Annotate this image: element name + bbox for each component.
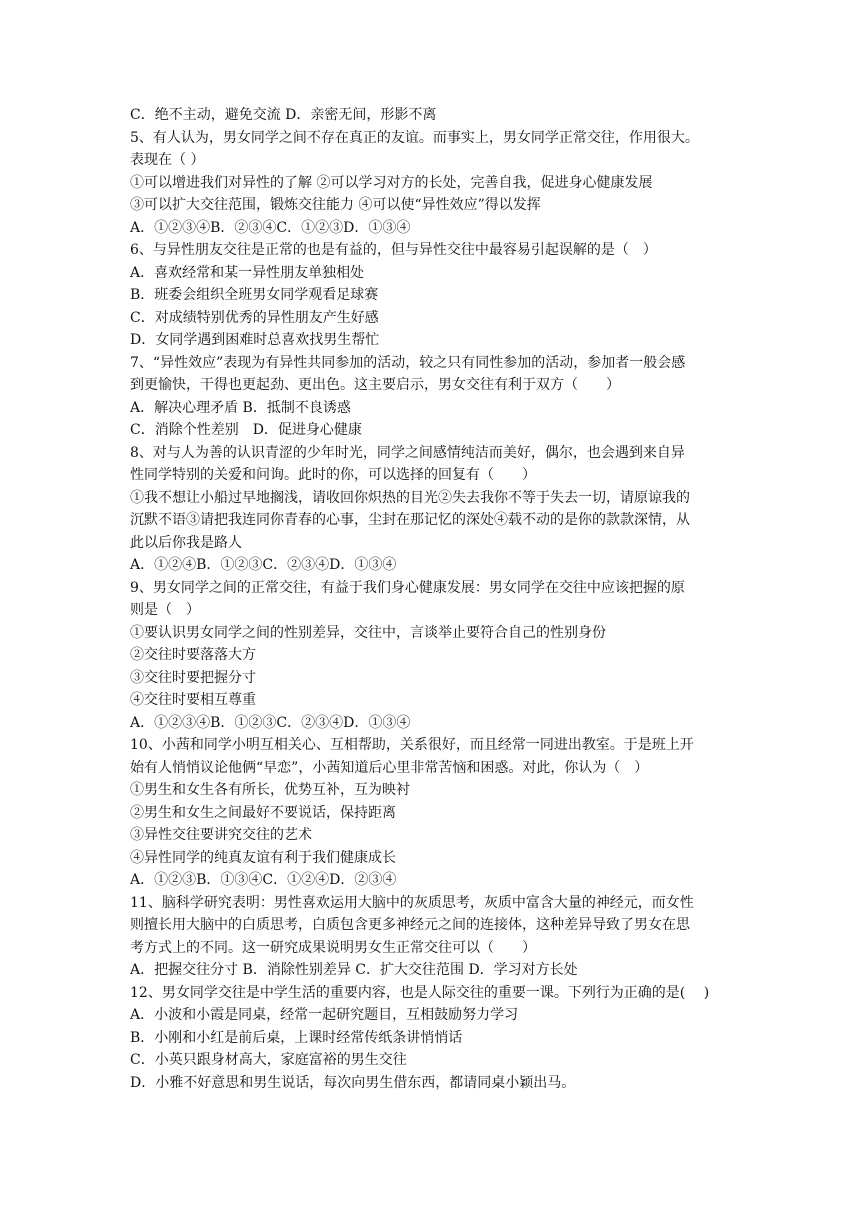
question-9-statement: ④交往时要相互尊重 [130,692,256,708]
question-8-statement: 此以后你我是路人 [130,534,242,551]
question-6-option-a: A．喜欢经常和某一异性朋友单独相处 [130,264,365,281]
question-9-stem-cont: 则是（ ） [130,602,200,618]
question-9-options: A．①②③④B．①②③C．②③④D．①③④ [130,714,411,731]
question-9-statement: ①要认识男女同学之间的性别差异，交往中，言谈举止要符合自己的性别身份 [130,624,606,641]
question-10-stem: 10、小茜和同学小明互相关心、互相帮助，关系很好，而且经常一同进出教室。于是班上开 [130,737,694,753]
question-10-options: A．①②③B．①③④C．①②④D．②③④ [130,872,397,888]
question-5-options: A．①②③④B．②③④C．①②③D．①③④ [130,219,411,236]
question-9-statement: ②交往时要落落大方 [130,647,256,663]
question-5-stem: 5、有人认为，男女同学之间不存在真正的友谊。而事实上，男女同学正常交往，作用很大。 [130,129,699,146]
question-6-option-d: D．女同学遇到困难时总喜欢找男生帮忙 [130,332,380,348]
question-11-stem-cont: 则擅长用大脑中的白质思考，白质包含更多神经元之间的连接体，这种差异导致了男女在思 [130,917,690,933]
question-9-statement: ③交往时要把握分寸 [130,669,256,686]
question-8-stem-cont: 性同学特别的关爱和问询。此时的你，可以选择的回复有（ ） [130,467,536,483]
question-5-statement: ①可以增进我们对异性的了解 ②可以学习对方的长处，完善自我，促进身心健康发展 [130,174,653,191]
question-12-stem: 12、男女同学交往是中学生活的重要内容，也是人际交往的重要一课。下列行为正确的是( ) [130,984,710,1001]
question-8-statement: ①我不想让小船过早地搁浅，请收回你炽热的目光②失去我你不等于失去一切，请原谅我的 [130,489,690,506]
question-5-stem-cont: 表现在（ ） [130,152,205,168]
question-9-stem: 9、男女同学之间的正常交往，有益于我们身心健康发展：男女同学在交往中应该把握的原 [130,579,685,596]
question-8-stem: 8、对与人为善的认识青涩的少年时光，同学之间感情纯洁而美好，偶尔，也会遇到来自异 [130,444,685,461]
question-10-statement: ③异性交往要讲究交往的艺术 [130,827,312,843]
question-7-stem: 7、“异性效应”表现为有异性共同参加的活动，较之只有同性参加的活动，参加者一般会感 [130,354,686,371]
question-5-statement: ③可以扩大交往范围，锻炼交往能力 ④可以使“异性效应”得以发挥 [130,197,541,213]
question-11-options: A．把握交往分寸 B．消除性别差异 C．扩大交往范围 D．学习对方长处 [130,962,578,978]
question-12-option-c: C．小英只跟身材高大，家庭富裕的男生交往 [130,1052,407,1068]
question-11-stem-cont: 考方式上的不同。这一研究成果说明男女生正常交往可以（ ） [130,939,536,956]
option-line: C．绝不主动，避免交流 D．亲密无间，形影不离 [130,107,437,123]
question-11-stem: 11、脑科学研究表明：男性喜欢运用大脑中的灰质思考，灰质中富含大量的神经元，而女性 [130,894,694,911]
question-6-option-b: B．班委会组织全班男女同学观看足球赛 [130,287,379,303]
question-8-statement: 沉默不语③请把我连同你青春的心事，尘封在那记忆的深处④载不动的是你的款款深情，从 [130,512,690,528]
question-7-options: A．解决心理矛盾 B．抵制不良诱惑 [130,399,351,416]
question-text-block [130,104,740,1094]
question-7-options: C．消除个性差别 D．促进身心健康 [130,422,362,438]
question-10-statement: ②男生和女生之间最好不要说话，保持距离 [130,804,396,821]
question-12-option-d: D．小雅不好意思和男生说话，每次向男生借东西，都请同桌小颖出马。 [130,1074,576,1091]
question-12-option-a: A．小波和小霞是同桌，经常一起研究题目，互相鼓励努力学习 [130,1007,519,1023]
question-8-options: A．①②④B．①②③C．②③④D．①③④ [130,557,397,573]
question-6-stem: 6、与异性朋友交往是正常的也是有益的，但与异性交往中最容易引起误解的是（ ） [130,242,657,258]
question-10-statement: ④异性同学的纯真友谊有利于我们健康成长 [130,849,396,866]
question-10-statement: ①男生和女生各有所长，优势互补，互为映衬 [130,782,410,798]
question-7-stem-cont: 到更愉快，干得也更起劲、更出色。这主要启示，男女交往有利于双方（ ） [130,377,620,393]
question-6-option-c: C．对成绩特别优秀的异性朋友产生好感 [130,309,379,326]
question-12-option-b: B．小刚和小红是前后桌，上课时经常传纸条讲悄悄话 [130,1029,463,1046]
question-10-stem-cont: 始有人悄悄议论他俩“早恋”，小茜知道后心里非常苦恼和困惑。对此，你认为（ ） [130,759,649,776]
